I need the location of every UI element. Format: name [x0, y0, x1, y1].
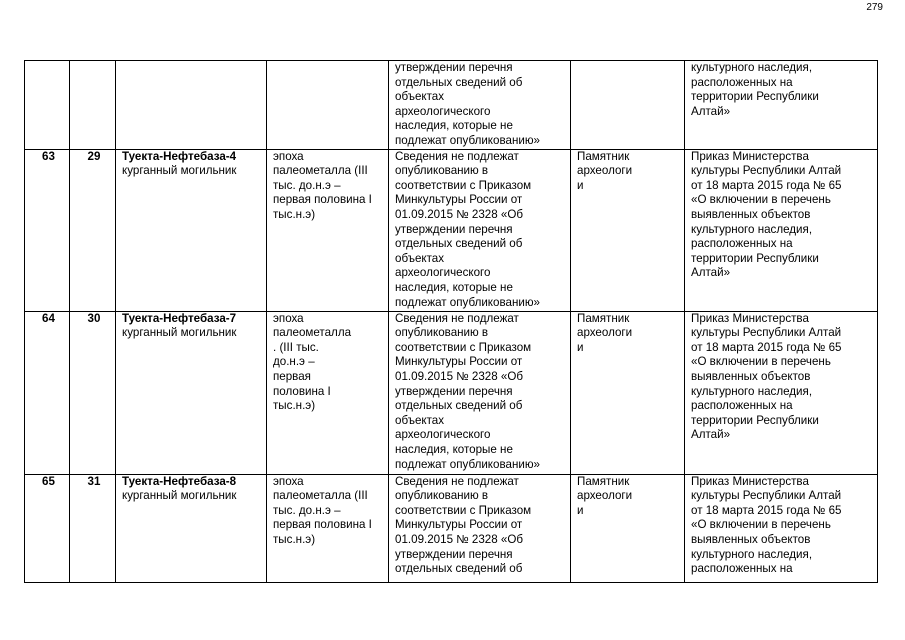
cell-dating: [267, 149, 389, 311]
cell-dating: [267, 311, 389, 474]
description-text: утверждении перечня отдельных сведений об объектах археологического наследия, которые не подлежат опубликованию»: [395, 61, 540, 147]
cell-name: [116, 149, 267, 311]
dating-text: эпоха палеометалла (III тыс. до.н.э – первая половина I тыс.н.э): [273, 149, 372, 221]
cell-name: [116, 61, 267, 150]
dating-text: эпоха палеометалла (III тыс. до.н.э – первая половина I тыс.н.э): [273, 474, 372, 546]
cell-description: [389, 311, 571, 474]
cell-dating: [267, 474, 389, 582]
cell-sub-no: [70, 61, 116, 150]
cell-sub-no: 30: [70, 311, 116, 474]
description-text: Сведения не подлежат опубликованию в соответствии с Приказом Минкультуры России от 01.09.2015 № 2328 «Об утверждении перечня отдельных сведений об: [395, 474, 532, 576]
cell-document: [685, 149, 878, 311]
monument-type: курганный могильник: [122, 164, 237, 178]
cell-description: [389, 474, 571, 582]
cell-no: 65: [25, 474, 70, 582]
monument-name: Туекта-Нефтебаза-4: [122, 149, 237, 163]
table-row: [25, 474, 878, 582]
cell-no: [25, 61, 70, 150]
cell-name: [116, 474, 267, 582]
cell-dating: [267, 61, 389, 150]
category-text: Памятник археологи и: [577, 149, 633, 192]
document-text: Приказ Министерства культуры Республики Алтай от 18 марта 2015 года № 65 «О включении в перечень выявленных объектов культурного наследия, расположенных на: [691, 474, 842, 576]
document-text: культурного наследия, расположенных на территории Республики Алтай»: [691, 61, 819, 118]
cell-document: [685, 311, 878, 474]
cell-category: [571, 474, 685, 582]
cell-description: [389, 61, 571, 150]
cell-category: [571, 149, 685, 311]
table-row: [25, 311, 878, 474]
table-row: [25, 149, 878, 311]
cell-category: [571, 61, 685, 150]
category-text: Памятник археологи и: [577, 311, 633, 354]
dating-text: эпоха палеометалла . (III тыс. до.н.э – первая половина I тыс.н.э): [273, 311, 352, 413]
cell-document: [685, 474, 878, 582]
cell-category: [571, 311, 685, 474]
cell-no: 64: [25, 311, 70, 474]
cell-document: [685, 61, 878, 150]
monument-name: Туекта-Нефтебаза-7: [122, 311, 237, 325]
cell-sub-no: 31: [70, 474, 116, 582]
cell-name: [116, 311, 267, 474]
page-number: 279: [866, 2, 883, 13]
monument-name: Туекта-Нефтебаза-8: [122, 474, 237, 488]
description-text: Сведения не подлежат опубликованию в соответствии с Приказом Минкультуры России от 01.09.2015 № 2328 «Об утверждении перечня отдельных сведений об объектах археологического наследия, которые не подлежат опубликованию»: [395, 149, 540, 309]
table-row-continuation: [25, 61, 878, 150]
cell-no: 63: [25, 149, 70, 311]
heritage-registry-table: [24, 60, 878, 583]
document-text: Приказ Министерства культуры Республики Алтай от 18 марта 2015 года № 65 «О включении в перечень выявленных объектов культурного наследия, расположенных на территории Республики Алтай»: [691, 149, 842, 280]
category-text: Памятник археологи и: [577, 474, 633, 517]
monument-type: курганный могильник: [122, 489, 237, 503]
document-text: Приказ Министерства культуры Республики Алтай от 18 марта 2015 года № 65 «О включении в перечень выявленных объектов культурного наследия, расположенных на территории Республики Алтай»: [691, 311, 842, 442]
monument-type: курганный могильник: [122, 326, 237, 340]
cell-sub-no: 29: [70, 149, 116, 311]
cell-description: [389, 149, 571, 311]
description-text: Сведения не подлежат опубликованию в соответствии с Приказом Минкультуры России от 01.09.2015 № 2328 «Об утверждении перечня отдельных сведений об объектах археологического наследия, которые не подлежат опубликованию»: [395, 311, 540, 471]
